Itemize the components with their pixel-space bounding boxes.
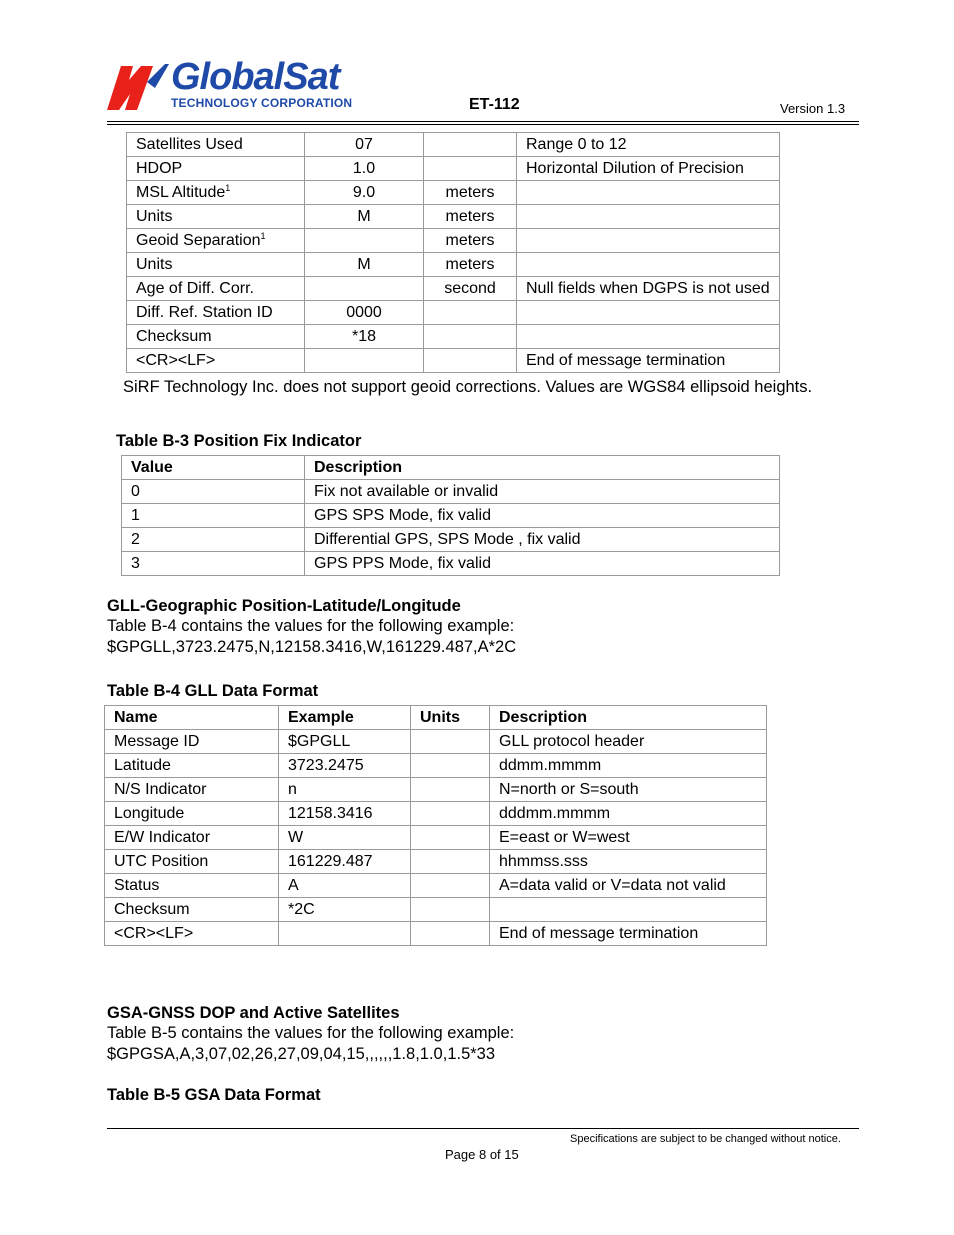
description-cell: Range 0 to 12: [517, 133, 780, 157]
table-row: [127, 157, 780, 181]
field-name: Units: [136, 208, 173, 225]
example-cell: M: [305, 253, 424, 277]
field-name-cell: [127, 253, 305, 277]
units-cell: [411, 826, 490, 850]
gsa-intro: Table B-5 contains the values for the following example:: [107, 1024, 515, 1042]
units-cell: [411, 922, 490, 946]
company-logo: [107, 56, 357, 112]
value-cell: 2: [122, 528, 305, 552]
table-row: [127, 205, 780, 229]
column-header: Description: [305, 456, 780, 480]
units-cell: meters: [424, 229, 517, 253]
table-header-row: [122, 456, 780, 480]
description-cell: End of message termination: [490, 922, 767, 946]
field-name: Satellites Used: [136, 136, 243, 153]
name-cell: Status: [105, 874, 279, 898]
header-rule-2: [107, 124, 859, 125]
units-cell: [411, 802, 490, 826]
table-row: [105, 802, 767, 826]
example-cell: 12158.3416: [279, 802, 411, 826]
field-name-cell: [127, 229, 305, 253]
globalsat-logo-icon: [107, 60, 169, 112]
value-cell: 0: [122, 480, 305, 504]
gga-continued-table: [126, 132, 780, 373]
table-row: [122, 504, 780, 528]
table-row: [127, 229, 780, 253]
description-cell: [517, 205, 780, 229]
example-cell: M: [305, 205, 424, 229]
description-cell: [517, 325, 780, 349]
gll-heading: GLL-Geographic Position-Latitude/Longitude: [107, 597, 461, 615]
column-header: Name: [105, 706, 279, 730]
name-cell: Longitude: [105, 802, 279, 826]
units-cell: second: [424, 277, 517, 301]
name-cell: N/S Indicator: [105, 778, 279, 802]
field-name: MSL Altitude: [136, 184, 226, 201]
table-row: [127, 277, 780, 301]
description-cell: [517, 181, 780, 205]
table-header-row: [105, 706, 767, 730]
gsa-example: $GPGSA,A,3,07,02,26,27,09,04,15,,,,,,1.8,1.0,1.5*33: [107, 1045, 496, 1063]
field-name: Age of Diff. Corr.: [136, 280, 254, 297]
description-cell: A=data valid or V=data not valid: [490, 874, 767, 898]
table-row: [122, 480, 780, 504]
example-cell: [305, 349, 424, 373]
name-cell: Message ID: [105, 730, 279, 754]
logo-wordmark: GlobalSat: [171, 56, 340, 98]
field-name-cell: [127, 349, 305, 373]
header-rule: [107, 121, 859, 122]
table-b4-title: Table B-4 GLL Data Format: [107, 682, 319, 700]
description-cell: Null fields when DGPS is not used: [517, 277, 780, 301]
document-version: Version 1.3: [780, 101, 846, 116]
document-model: ET-112: [469, 96, 520, 113]
table-row: [105, 922, 767, 946]
table-row: [127, 301, 780, 325]
description-cell: [517, 253, 780, 277]
units-cell: [411, 898, 490, 922]
name-cell: UTC Position: [105, 850, 279, 874]
page-number: Page 8 of 15: [445, 1147, 519, 1162]
table-b5-title: Table B-5 GSA Data Format: [107, 1086, 321, 1104]
field-name-cell: [127, 157, 305, 181]
field-name: <CR><LF>: [136, 352, 216, 369]
table-row: [127, 181, 780, 205]
table-row: [122, 552, 780, 576]
table-row: [105, 754, 767, 778]
units-cell: [411, 778, 490, 802]
table-row: [127, 253, 780, 277]
field-name-cell: [127, 133, 305, 157]
units-cell: meters: [424, 205, 517, 229]
example-cell: [305, 277, 424, 301]
example-cell: *18: [305, 325, 424, 349]
table-row: [105, 826, 767, 850]
table-row: [105, 778, 767, 802]
description-cell: hhmmss.sss: [490, 850, 767, 874]
description-cell: [490, 898, 767, 922]
footnote-marker: 1: [260, 231, 266, 241]
description-cell: GPS SPS Mode, fix valid: [305, 504, 780, 528]
geoid-footnote: SiRF Technology Inc. does not support geoid corrections. Values are WGS84 ellipsoid heights.: [123, 378, 813, 396]
gsa-heading: GSA-GNSS DOP and Active Satellites: [107, 1004, 400, 1022]
example-cell: $GPGLL: [279, 730, 411, 754]
description-cell: Horizontal Dilution of Precision: [517, 157, 780, 181]
units-cell: [424, 325, 517, 349]
description-cell: GLL protocol header: [490, 730, 767, 754]
gll-intro: Table B-4 contains the values for the following example:: [107, 617, 515, 635]
table-row: [122, 528, 780, 552]
description-cell: ddmm.mmmm: [490, 754, 767, 778]
example-cell: W: [279, 826, 411, 850]
example-cell: 161229.487: [279, 850, 411, 874]
example-cell: [305, 229, 424, 253]
column-header: Units: [411, 706, 490, 730]
field-name-cell: [127, 325, 305, 349]
name-cell: <CR><LF>: [105, 922, 279, 946]
example-cell: *2C: [279, 898, 411, 922]
footer-rule: [107, 1128, 859, 1129]
footer-disclaimer: Specifications are subject to be changed without notice.: [570, 1133, 841, 1145]
description-cell: E=east or W=west: [490, 826, 767, 850]
position-fix-table: [121, 455, 780, 576]
table-row: [127, 325, 780, 349]
field-name-cell: [127, 181, 305, 205]
units-cell: [411, 730, 490, 754]
column-header: Value: [122, 456, 305, 480]
description-cell: dddmm.mmmm: [490, 802, 767, 826]
description-cell: GPS PPS Mode, fix valid: [305, 552, 780, 576]
units-cell: [411, 754, 490, 778]
field-name: HDOP: [136, 160, 183, 177]
example-cell: 0000: [305, 301, 424, 325]
column-header: Example: [279, 706, 411, 730]
example-cell: 9.0: [305, 181, 424, 205]
description-cell: [517, 229, 780, 253]
name-cell: Checksum: [105, 898, 279, 922]
example-cell: n: [279, 778, 411, 802]
field-name: Units: [136, 256, 173, 273]
field-name: Geoid Separation: [136, 232, 261, 249]
table-row: [127, 349, 780, 373]
example-cell: 1.0: [305, 157, 424, 181]
units-cell: [411, 850, 490, 874]
table-b3-title: Table B-3 Position Fix Indicator: [116, 432, 362, 450]
units-cell: [424, 301, 517, 325]
field-name-cell: [127, 205, 305, 229]
description-cell: Differential GPS, SPS Mode , fix valid: [305, 528, 780, 552]
table-row: [105, 898, 767, 922]
value-cell: 1: [122, 504, 305, 528]
description-cell: Fix not available or invalid: [305, 480, 780, 504]
description-cell: N=north or S=south: [490, 778, 767, 802]
field-name: Diff. Ref. Station ID: [136, 304, 273, 321]
example-cell: 3723.2475: [279, 754, 411, 778]
value-cell: 3: [122, 552, 305, 576]
description-cell: End of message termination: [517, 349, 780, 373]
units-cell: meters: [424, 181, 517, 205]
units-cell: [424, 133, 517, 157]
column-header: Description: [490, 706, 767, 730]
units-cell: meters: [424, 253, 517, 277]
description-cell: [517, 301, 780, 325]
footnote-marker: 1: [225, 183, 231, 193]
name-cell: E/W Indicator: [105, 826, 279, 850]
field-name: Checksum: [136, 328, 212, 345]
field-name-cell: [127, 301, 305, 325]
table-row: [105, 874, 767, 898]
table-row: [127, 133, 780, 157]
units-cell: [424, 349, 517, 373]
units-cell: [424, 157, 517, 181]
example-cell: 07: [305, 133, 424, 157]
example-cell: [279, 922, 411, 946]
table-row: [105, 730, 767, 754]
example-cell: A: [279, 874, 411, 898]
logo-subtitle: TECHNOLOGY CORPORATION: [171, 96, 353, 110]
field-name-cell: [127, 277, 305, 301]
table-row: [105, 850, 767, 874]
name-cell: Latitude: [105, 754, 279, 778]
gll-data-table: [104, 705, 767, 946]
units-cell: [411, 874, 490, 898]
gll-example: $GPGLL,3723.2475,N,12158.3416,W,161229.487,A*2C: [107, 638, 517, 656]
